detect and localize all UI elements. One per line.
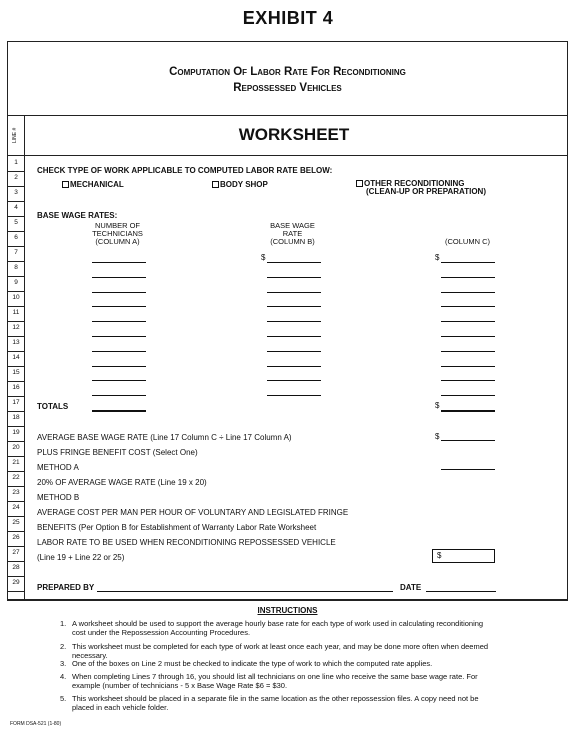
column-b-header [255,222,330,246]
line-number-divider [7,171,24,172]
column-a-header [80,222,155,246]
line-number: 3 [14,189,18,196]
instruction-item [60,659,540,668]
instruction-text: One of the boxes on Line 2 must be checked to indicate the type of work to which the computed rate applies. [72,659,433,668]
line-number: 13 [12,339,20,346]
line-number-divider [7,576,24,577]
technicians-count-field[interactable] [92,262,146,263]
column-c-field[interactable] [441,277,495,278]
column-c-header-line1: (COLUMN C) [445,237,490,246]
line23-label: METHOD B [37,493,80,502]
technicians-count-field[interactable] [92,380,146,381]
column-a-header-line2: TECHNICIANS [92,229,143,238]
column-c-field[interactable] [441,306,495,307]
line25-label: BENEFITS (Per Option B for Establishment of Warranty Labor Rate Worksheet [37,523,317,532]
line-number: 9 [14,279,18,286]
prepared-by-field[interactable] [97,591,393,592]
instruction-item [60,694,540,712]
technicians-count-field[interactable] [92,321,146,322]
line19-field[interactable] [441,440,495,441]
line-number-divider [7,411,24,412]
technicians-count-field[interactable] [92,306,146,307]
total-column-c-field[interactable] [441,410,495,412]
line-number-divider [7,396,24,397]
line-number-divider [7,261,24,262]
technicians-count-field[interactable] [92,292,146,293]
column-c-field[interactable] [441,366,495,367]
mechanical-checkbox[interactable] [62,181,69,188]
line-number: 1 [14,159,18,166]
prepared-by-label: PREPARED BY [37,583,95,592]
instruction-item [60,619,540,637]
line-number-divider [7,441,24,442]
line21-label: METHOD A [37,463,79,472]
column-c-field[interactable] [441,351,495,352]
column-b-header-line2: RATE [282,229,303,238]
line-number-divider [7,366,24,367]
line-number-divider [7,486,24,487]
divider [7,155,568,156]
check-type-label: CHECK TYPE OF WORK APPLICABLE TO COMPUTED LABOR RATE BELOW: [37,166,333,175]
column-c-field[interactable] [441,262,495,263]
line-number: 22 [12,474,20,481]
line20-label: PLUS FRINGE BENEFIT COST (Select One) [37,448,198,457]
wage-rate-dollar: $ [261,253,266,262]
divider [7,600,568,601]
line-number: 2 [14,174,18,181]
line-number: 16 [12,384,20,391]
line26-label: LABOR RATE TO BE USED WHEN RECONDITIONING REPOSSESSED VEHICLE [37,538,336,547]
line-number: 23 [12,489,20,496]
column-a-header-line1: NUMBER OF [95,221,140,230]
line19-label: AVERAGE BASE WAGE RATE (Line 17 Column C ÷ Line 17 Column A) [37,433,292,442]
instruction-text-continued: example (number of technicians - 5 x Base Wage Rate $6 = $30. [72,681,288,690]
line-number: 28 [12,564,20,571]
column-a-header-line3: (COLUMN A) [95,237,140,246]
line-number: 5 [14,219,18,226]
line24-label: AVERAGE COST PER MAN PER HOUR OF VOLUNTARY AND LEGISLATED FRINGE [37,508,349,517]
instruction-text: This worksheet must be completed for each type of work at least once each year, and may be done more often when deemed [72,642,489,651]
line-number-divider [7,186,24,187]
total-column-a-field[interactable] [92,410,146,412]
date-field[interactable] [426,591,496,592]
body-shop-checkbox[interactable] [212,181,219,188]
line27-label: (Line 19 + Line 22 or 25) [37,553,125,562]
line-number-divider [7,501,24,502]
instruction-text: When completing Lines 7 through 16, you should list all technicians on one line who receive the same base wage rate. For [72,672,478,681]
option-body-shop[interactable] [212,180,268,189]
instruction-text-continued: cost under the Repossession Accounting Procedures. [72,628,251,637]
base-wage-rate-field[interactable] [267,306,321,307]
base-wage-rate-field[interactable] [267,351,321,352]
line-number: 24 [12,504,20,511]
technicians-count-field[interactable] [92,277,146,278]
line-number: 19 [12,429,20,436]
form-number: FORM DSA-521 (1-80) [10,721,62,727]
instruction-number: 1. [60,619,67,628]
technicians-count-field[interactable] [92,336,146,337]
column-c-dollar: $ [435,253,440,262]
instruction-item [60,642,540,660]
line-number-divider [7,381,24,382]
line-number-divider [7,456,24,457]
line-number-divider [7,561,24,562]
line-number-divider [7,321,24,322]
line-number-divider [7,516,24,517]
base-wage-rate-field[interactable] [267,262,321,263]
column-b-header-line1: BASE WAGE [270,221,315,230]
line-number: 8 [14,264,18,271]
line-number: 21 [12,459,20,466]
line19-dollar: $ [435,432,440,441]
computation-title-line2: Repossessed Vehicles [233,82,342,94]
line22-label: 20% OF AVERAGE WAGE RATE (Line 19 x 20) [37,478,207,487]
instruction-number: 4. [60,672,67,681]
line-number: 14 [12,354,20,361]
line-column-label: LINE # [12,127,18,143]
base-wage-rate-field[interactable] [267,336,321,337]
instruction-number: 5. [60,694,67,703]
base-wage-rate-field[interactable] [267,366,321,367]
line-number: 10 [12,294,20,301]
column-c-field[interactable] [441,321,495,322]
line-number: 11 [12,309,20,316]
line-number: 18 [12,414,20,421]
column-c-field[interactable] [441,395,495,396]
totals-label: TOTALS [37,402,69,411]
other-reconditioning-sublabel: (CLEAN-UP OR PREPARATION) [366,187,486,196]
mechanical-label: MECHANICAL [70,180,124,189]
line-number-divider [7,231,24,232]
line-number: 7 [14,249,18,256]
column-c-header [430,238,505,246]
line-number-divider [7,201,24,202]
base-wage-rate-field[interactable] [267,292,321,293]
line-number-divider [7,591,24,592]
labor-rate-field[interactable]: $ [432,549,495,563]
body-shop-label: BODY SHOP [220,180,268,189]
instructions-title: INSTRUCTIONS [257,606,318,615]
instruction-text-continued: placed in each vehicle folder. [72,703,169,712]
total-column-c-dollar: $ [435,401,440,410]
line-number-divider [7,246,24,247]
line-column-divider [24,115,25,600]
column-c-field[interactable] [441,336,495,337]
line21-field[interactable] [441,469,495,470]
line-number-divider [7,471,24,472]
line-number: 25 [12,519,20,526]
date-label: DATE [400,583,422,592]
instruction-text-continued: necessary. [72,651,108,660]
line-number: 15 [12,369,20,376]
column-c-field[interactable] [441,292,495,293]
instruction-item [60,672,540,690]
instruction-text: A worksheet should be used to support the average hourly base rate for each type of work used in calculating reconditioning [72,619,484,628]
line-number: 26 [12,534,20,541]
technicians-count-field[interactable] [92,351,146,352]
line-number-divider [7,426,24,427]
other-reconditioning-checkbox[interactable] [356,180,363,187]
computation-title-line1: Computation Of Labor Rate For Reconditioning [169,66,406,78]
base-wage-rate-field[interactable] [267,395,321,396]
base-wage-rates-label: BASE WAGE RATES: [37,211,118,220]
line-number-divider [7,336,24,337]
line-number-divider [7,531,24,532]
option-other-reconditioning[interactable] [356,180,486,196]
column-c-field[interactable] [441,380,495,381]
column-b-header-line3: (COLUMN B) [270,237,315,246]
technicians-count-field[interactable] [92,366,146,367]
instruction-number: 3. [60,659,67,668]
line-number-divider [7,351,24,352]
exhibit-title: EXHIBIT 4 [242,8,334,28]
line-number: 17 [12,399,20,406]
base-wage-rate-field[interactable] [267,321,321,322]
line-number: 6 [14,234,18,241]
line-number: 20 [12,444,20,451]
line-number-divider [7,276,24,277]
base-wage-rate-field[interactable] [267,380,321,381]
line-number: 4 [14,204,18,211]
line-number-divider [7,546,24,547]
line-number: 29 [12,579,20,586]
worksheet-title: WORKSHEET [238,125,350,144]
instruction-text: This worksheet should be placed in a separate file in the same location as the other repossession files. A copy need not be [72,694,479,703]
other-reconditioning-label: OTHER RECONDITIONING [364,179,465,188]
option-mechanical[interactable] [62,180,124,189]
line-number: 12 [12,324,20,331]
divider [7,115,568,116]
line-number-divider [7,291,24,292]
line-number-divider [7,216,24,217]
base-wage-rate-field[interactable] [267,277,321,278]
line-number: 27 [12,549,20,556]
technicians-count-field[interactable] [92,395,146,396]
computation-title [7,64,568,96]
instruction-number: 2. [60,642,67,651]
line-number-divider [7,306,24,307]
